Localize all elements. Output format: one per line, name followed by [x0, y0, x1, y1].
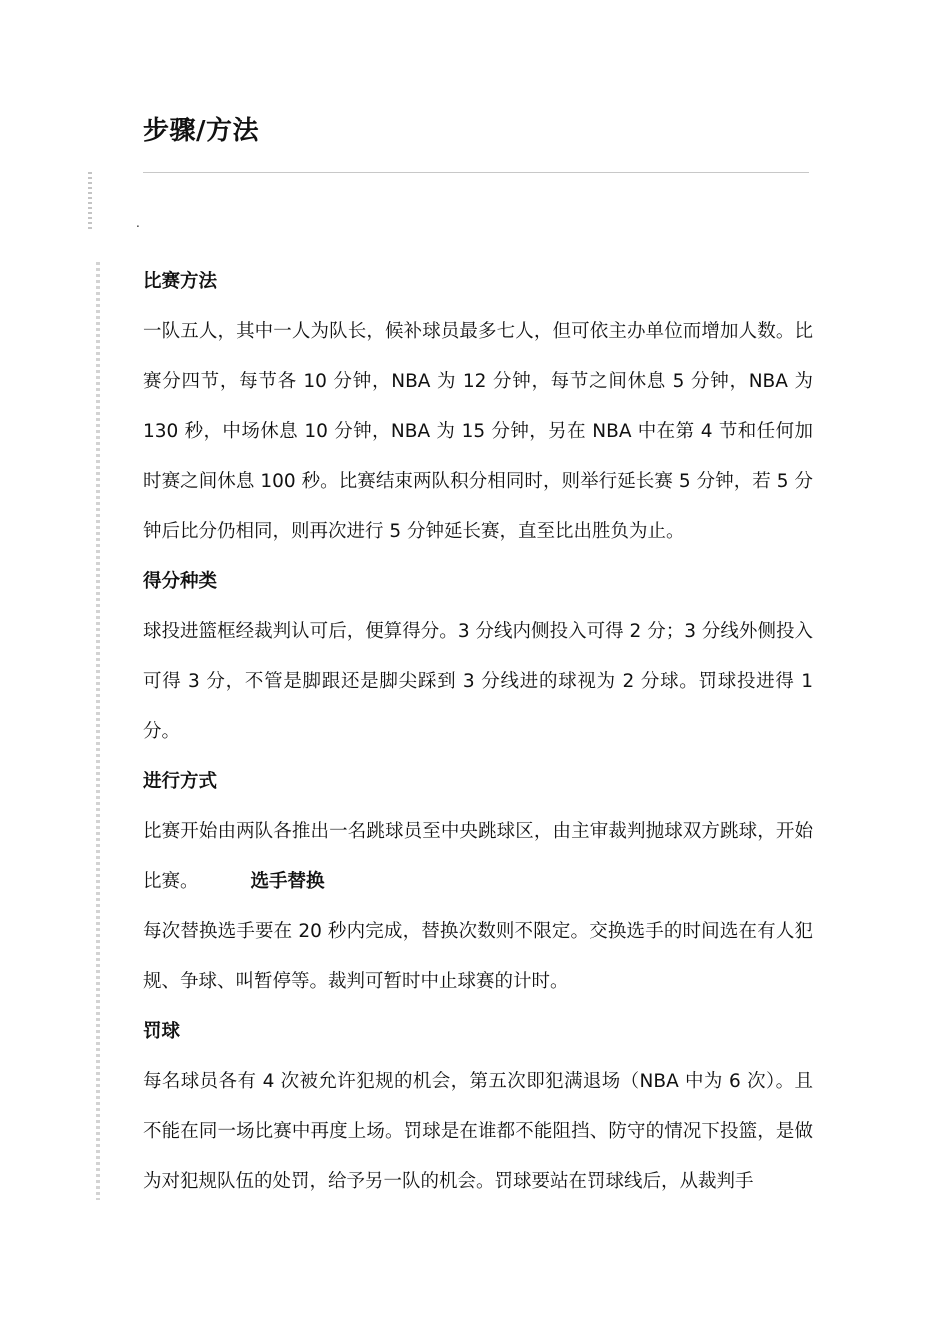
section-heading-substitution: 选手替换: [250, 871, 325, 892]
margin-binding-mark-side: [96, 262, 100, 1200]
section-text-free-throw: 每名球员各有 4 次被允许犯规的机会，第五次即犯满退场（NBA 中为 6 次）。且不能在同一场比赛中再度上场。罚球是在谁都不能阻挡、防守的情况下投篮，是做为对犯规队伍的处罚，给予另一队的机会。罚球要站在罚球线后，从裁判手: [143, 1071, 813, 1192]
title-divider: [143, 172, 809, 173]
section-heading-match-method: 比赛方法: [143, 271, 218, 292]
section-heading-free-throw: 罚球: [143, 1021, 181, 1042]
section-text-substitution: 每次替换选手要在 20 秒内完成，替换次数则不限定。交换选手的时间选在有人犯规、争球、叫暂停等。裁判可暂时中止球赛的计时。: [143, 921, 813, 992]
section-text-scoring: 球投进篮框经裁判认可后，便算得分。3 分线内侧投入可得 2 分；3 分线外侧投入可得 3 分，不管是脚跟还是脚尖踩到 3 分线进的球视为 2 分球。罚球投进得 1 分。: [143, 621, 813, 742]
margin-binding-mark-top: [88, 172, 92, 232]
section-text-procedure-body: 比赛开始由两队各推出一名跳球员至中央跳球区，由主审裁判抛球双方跳球，开始比赛。: [143, 821, 813, 892]
document-body: [143, 257, 813, 1207]
section-text-match-method: 一队五人，其中一人为队长，候补球员最多七人，但可依主办单位而增加人数。比赛分四节，每节各 10 分钟，NBA 为 12 分钟，每节之间休息 5 分钟，NBA 为 130 秒，中场休息 10 分钟，NBA 为 15 分钟，另在 NBA 中在第 4 节和任何加时赛之间休息 100 秒。比赛结束两队积分相同时，则举行延长赛 5 分钟，若 5 分钟后比分仍相同，则再次进行 5 分钟延长赛，直至比出胜负为止。: [143, 321, 813, 542]
section-heading-procedure: 进行方式: [143, 771, 218, 792]
section-heading-scoring: 得分种类: [143, 571, 218, 592]
dot-mark: .: [136, 216, 140, 230]
section-text-procedure: [143, 807, 813, 907]
page-title: 步骤/方法: [143, 116, 259, 146]
